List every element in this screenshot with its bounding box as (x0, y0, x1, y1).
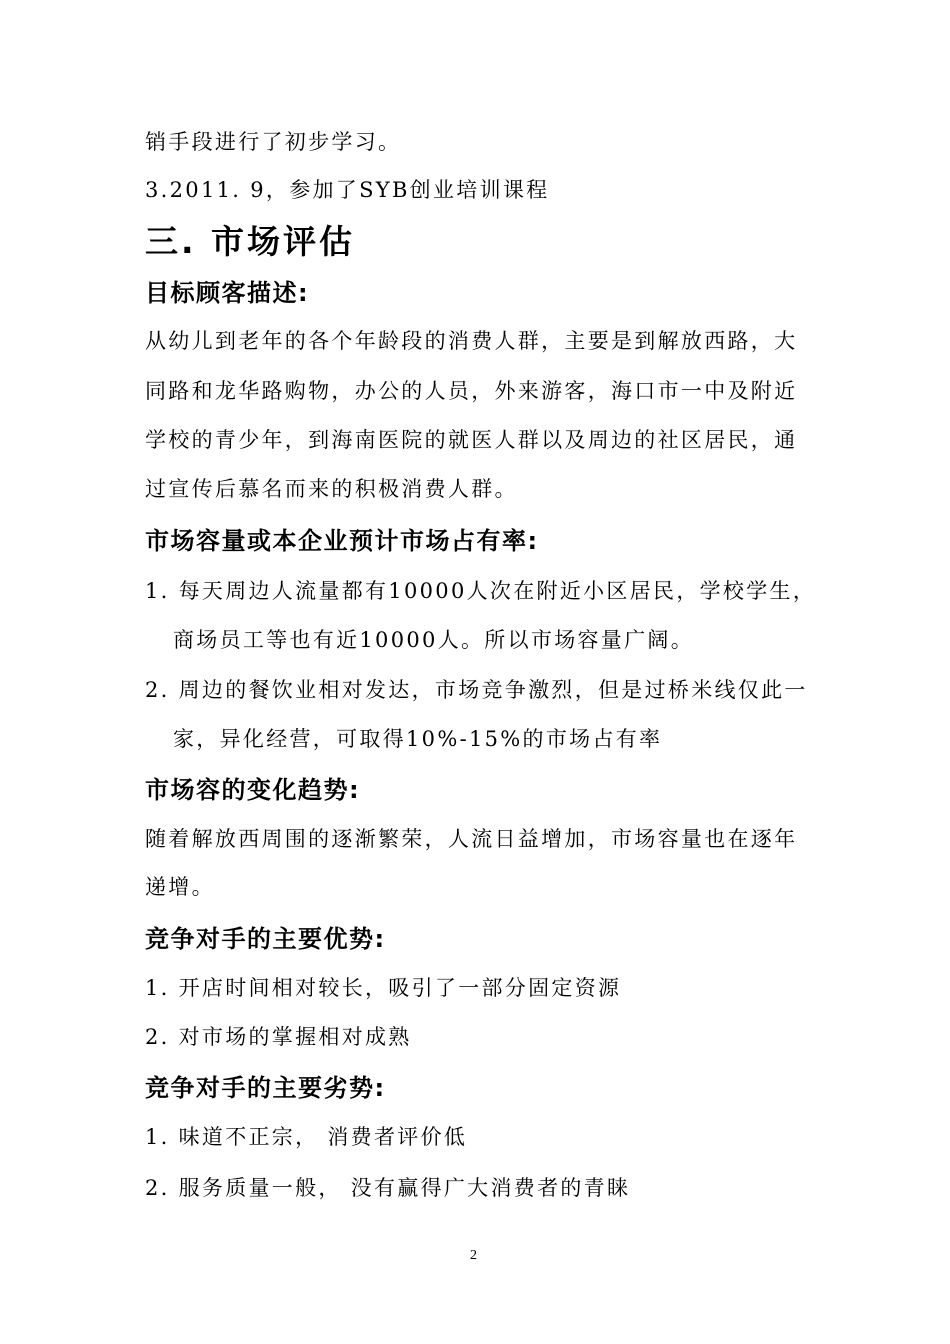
page-number: 2 (470, 1248, 477, 1263)
subheading-market-capacity: 市场容量或本企业预计市场占有率: (145, 527, 539, 555)
paragraph-line: 从幼儿到老年的各个年龄段的消费人群，主要是到解放西路，大 (145, 329, 798, 353)
list-item: 2. 服务质量一般， 没有赢得广大消费者的青睐 (145, 1176, 631, 1200)
subheading-target-customers: 目标顾客描述: (145, 279, 310, 307)
list-item: 1. 开店时间相对较长，吸引了一部分固定资源 (145, 976, 622, 1000)
list-item: 2. 周边的餐饮业相对发达，市场竞争激烈，但是过桥米线仅此一 (145, 678, 808, 702)
paragraph-line: 递增。 (145, 875, 215, 899)
section-title: 三. 市场评估 (145, 222, 356, 261)
list-item: 2. 对市场的掌握相对成熟 (145, 1025, 412, 1049)
list-item: 1. 味道不正宗， 消费者评价低 (145, 1125, 468, 1149)
subheading-competitor-disadvantages: 竞争对手的主要劣势: (145, 1074, 386, 1102)
list-item: 3.2011. 9，参加了SYB创业培训课程 (145, 178, 550, 202)
list-item-continuation: 商场员工等也有近10000人。所以市场容量广阔。 (173, 628, 695, 652)
paragraph-line: 过宣传后慕名而来的积极消费人群。 (145, 477, 518, 501)
paragraph-line: 学校的青少年，到海南医院的就医人群以及周边的社区居民，通 (145, 428, 798, 452)
paragraph-line: 销手段进行了初步学习。 (145, 130, 402, 154)
subheading-competitor-advantages: 竞争对手的主要优势: (145, 925, 386, 953)
list-item-continuation: 家，异化经营，可取得10%-15%的市场占有率 (173, 727, 663, 751)
paragraph-line: 同路和龙华路购物，办公的人员，外来游客，海口市一中及附近 (145, 379, 798, 403)
list-item: 1. 每天周边人流量都有10000人次在附近小区居民，学校学生， (145, 579, 817, 603)
subheading-market-trend: 市场容的变化趋势: (145, 776, 361, 804)
paragraph-line: 随着解放西周围的逐渐繁荣，人流日益增加，市场容量也在逐年 (145, 827, 798, 851)
